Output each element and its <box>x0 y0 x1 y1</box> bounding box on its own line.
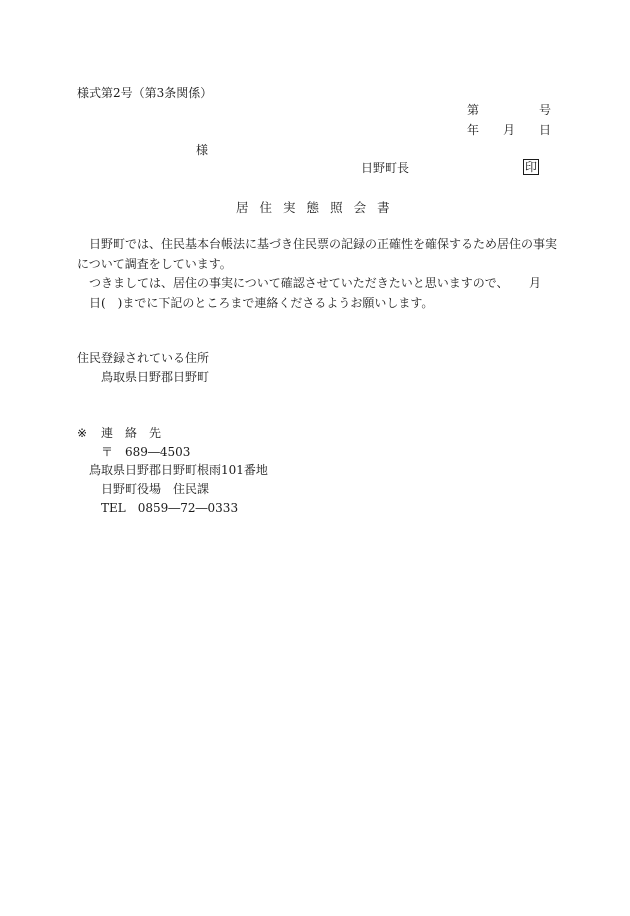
body-p1-line1: 日野町では、住民基本台帳法に基づき住民票の記録の正確性を確保するため居住の事実 <box>89 237 558 251</box>
sender-name: 日野町長 <box>361 161 410 175</box>
title-char: 書 <box>377 200 390 215</box>
registered-address-value: 鳥取県日野郡日野町 <box>101 370 210 384</box>
number-suffix: 号 <box>539 103 552 117</box>
date-year: 年 <box>467 123 480 137</box>
seal-label: 印 <box>525 160 538 174</box>
body-p2-line1: つきましては、居住の事実について確認させていただきたいと思いますので、 <box>89 276 509 290</box>
title-char: 居 <box>236 200 249 215</box>
registered-address-label: 住民登録されている住所 <box>77 351 210 365</box>
title-char: 会 <box>353 200 367 215</box>
contact-tel: TEL 0859―72―0333 <box>101 501 239 515</box>
number-prefix: 第 <box>467 103 480 117</box>
date-day: 日 <box>539 123 552 137</box>
document-title <box>236 200 390 216</box>
title-char: 態 <box>306 200 320 215</box>
date-month: 月 <box>503 123 516 137</box>
title-char: 照 <box>330 200 343 215</box>
contact-heading-char: 絡 <box>125 426 138 440</box>
body-p2-month: 月 <box>529 276 542 290</box>
body-p2-line2: 日( )までに下記のところまで連絡くださるようお願いします。 <box>89 296 434 310</box>
title-char: 実 <box>283 200 296 215</box>
body-p1-line2: について調査をしています。 <box>77 257 232 271</box>
contact-postal: 〒 689―4503 <box>101 445 191 459</box>
form-label: 様式第2号（第3条関係） <box>77 86 213 100</box>
addressee-suffix: 様 <box>196 143 209 157</box>
contact-heading-char: 先 <box>149 426 162 440</box>
contact-office: 日野町役場 住民課 <box>101 482 210 496</box>
title-char: 住 <box>259 200 273 215</box>
contact-address: 鳥取県日野郡日野町根雨101番地 <box>89 463 268 477</box>
seal-mark <box>523 159 539 175</box>
contact-mark: ※ <box>77 426 88 440</box>
contact-heading <box>101 425 161 441</box>
contact-heading-char: 連 <box>101 426 114 440</box>
